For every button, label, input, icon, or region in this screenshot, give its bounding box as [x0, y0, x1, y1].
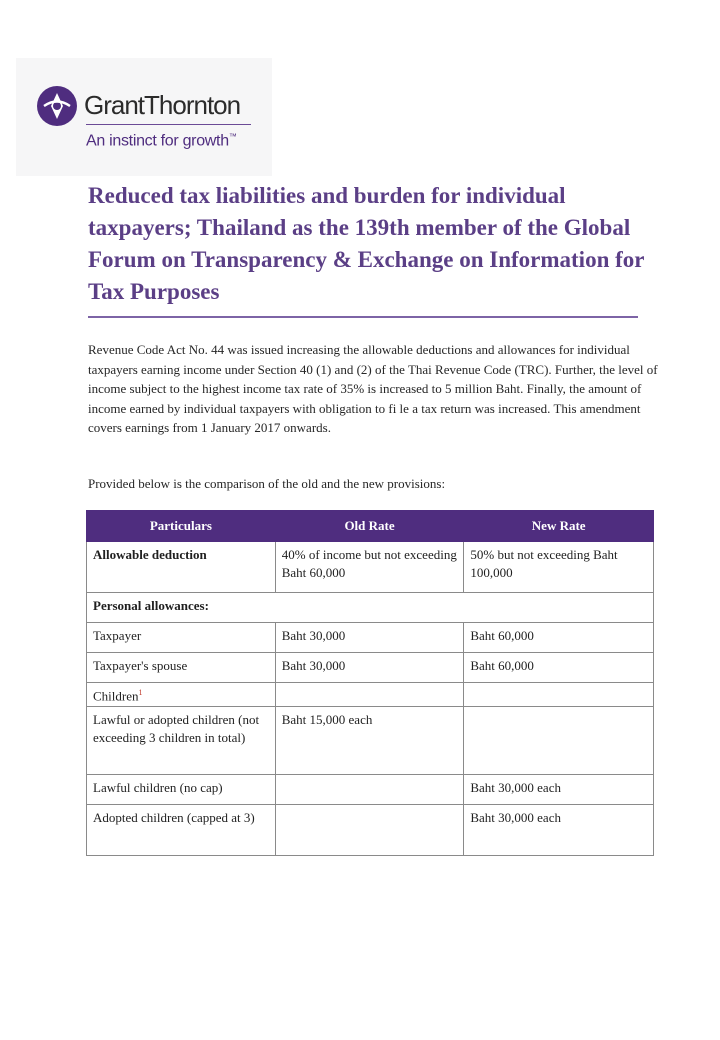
- cell-particular: Taxpayer: [87, 623, 276, 653]
- brand-tagline-text: An instinct for growth: [86, 132, 229, 150]
- header-new-rate: New Rate: [464, 511, 654, 542]
- table-row: [87, 707, 654, 775]
- cell-old-rate: [275, 683, 464, 707]
- footnote-reference: 1: [138, 688, 143, 697]
- grant-thornton-logo-icon: [36, 85, 78, 127]
- cell-new-rate: Baht 30,000 each: [464, 775, 654, 805]
- cell-new-rate: 50% but not exceeding Baht 100,000: [464, 542, 654, 593]
- cell-particular: Taxpayer's spouse: [87, 653, 276, 683]
- cell-old-rate: Baht 30,000: [275, 623, 464, 653]
- cell-particular: Lawful or adopted children (not exceeding 3 children in total): [87, 707, 276, 775]
- title-divider: [88, 316, 638, 318]
- table-row: [87, 775, 654, 805]
- children-label: Children: [93, 688, 139, 704]
- table-row: [87, 623, 654, 653]
- cell-particular: [87, 683, 276, 707]
- comparison-lead-text: Provided below is the comparison of the old and the new provisions:: [88, 476, 446, 491]
- cell-section-heading: Personal allowances:: [87, 593, 654, 623]
- cell-particular: Allowable deduction: [87, 542, 276, 593]
- cell-particular: Adopted children (capped at 3): [87, 805, 276, 856]
- table-row: [87, 542, 654, 593]
- header-particulars: Particulars: [87, 511, 276, 542]
- table-row: [87, 683, 654, 707]
- trademark-mark: ™: [228, 132, 237, 141]
- cell-new-rate: Baht 60,000: [464, 623, 654, 653]
- intro-paragraph: Revenue Code Act No. 44 was issued increasing the allowable deductions and allowances for individual taxpayers earning income under Section 40 (1) and (2) of the Thai Revenue Code (TRC). Further, the level of income subject to the highest income tax rate of 35% is increased to 5 million Baht. Finally, the amount of income earned by individual taxpayers with obligation to fi le a tax return was increased. This amendment covers earnings from 1 January 2017 onwards.: [88, 342, 658, 435]
- cell-old-rate: [275, 775, 464, 805]
- logo-divider: [86, 124, 251, 125]
- table-row: [87, 805, 654, 856]
- cell-old-rate: 40% of income but not exceeding Baht 60,000: [275, 542, 464, 593]
- cell-old-rate: Baht 30,000: [275, 653, 464, 683]
- cell-new-rate: Baht 30,000 each: [464, 805, 654, 856]
- comparison-table: [86, 510, 654, 856]
- document-title: Reduced tax liabilities and burden for individual taxpayers; Thailand as the 139th member of the Global Forum on Transparency & Exchange on Information for Tax Purposes: [88, 183, 645, 304]
- table-header-row: [87, 511, 654, 542]
- header-old-rate: Old Rate: [275, 511, 464, 542]
- cell-new-rate: [464, 707, 654, 775]
- brand-tagline: [86, 132, 237, 150]
- cell-new-rate: [464, 683, 654, 707]
- cell-old-rate: Baht 15,000 each: [275, 707, 464, 775]
- cell-old-rate: [275, 805, 464, 856]
- table-row: [87, 593, 654, 623]
- cell-particular: Lawful children (no cap): [87, 775, 276, 805]
- brand-name: GrantThornton: [84, 90, 241, 120]
- cell-new-rate: Baht 60,000: [464, 653, 654, 683]
- table-row: [87, 653, 654, 683]
